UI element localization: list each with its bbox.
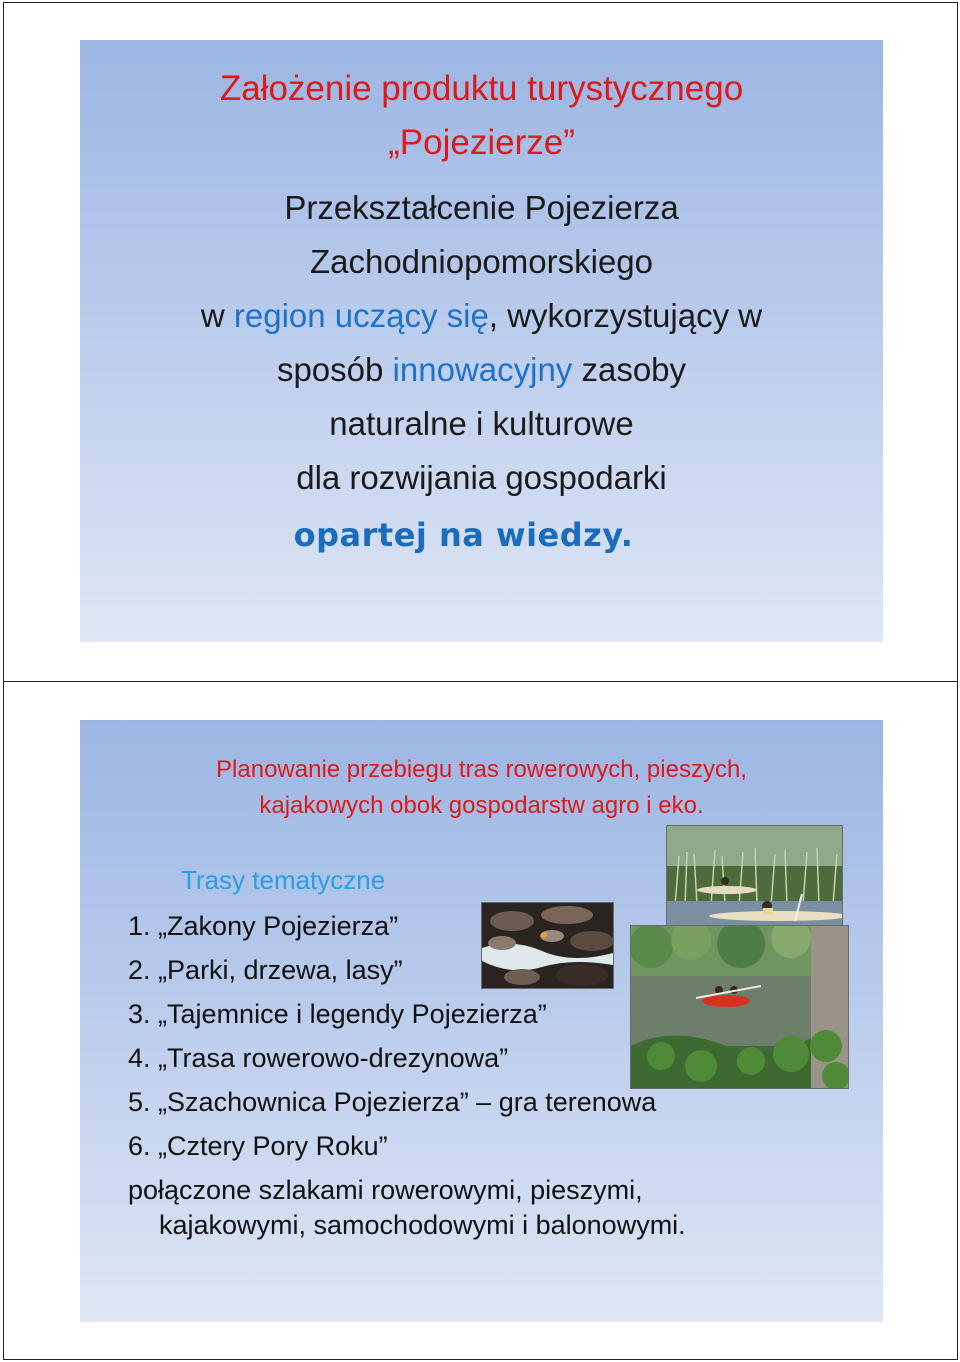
slide-2-intro-line-2: kajakowych obok gospodarstw agro i eko. bbox=[259, 792, 704, 819]
list-item-number: 6. bbox=[128, 1131, 151, 1161]
slide-1-title-line-2: „Pojezierze” bbox=[388, 123, 575, 162]
list-item-number: 2. bbox=[128, 955, 151, 985]
list-item-text: „Trasa rowerowo-drezynowa” bbox=[158, 1043, 509, 1073]
closing-line-2: kajakowymi, samochodowymi i balonowymi. bbox=[159, 1210, 686, 1240]
list-item bbox=[128, 955, 403, 986]
slide-1-line-3-prefix: w bbox=[200, 297, 234, 334]
list-item bbox=[128, 1043, 508, 1074]
list-item-text: „Cztery Pory Roku” bbox=[158, 1131, 388, 1161]
list-item bbox=[128, 911, 398, 942]
slide-1-line-3-suffix: , wykorzystujący w bbox=[488, 297, 763, 334]
slide-2 bbox=[80, 720, 883, 1322]
slide-1-title-line-1: Założenie produktu turystycznego bbox=[219, 69, 744, 108]
list-item-text: „Zakony Pojezierza” bbox=[158, 911, 399, 941]
photo-kayak-river bbox=[630, 925, 849, 1089]
slide-1-line-4 bbox=[80, 343, 883, 397]
slide-1 bbox=[80, 40, 883, 642]
list-item-text: „Tajemnice i legendy Pojezierza” bbox=[158, 999, 547, 1029]
photo-kayakers-reeds bbox=[666, 825, 843, 939]
slide-1-line-3 bbox=[80, 289, 883, 343]
list-item-number: 4. bbox=[128, 1043, 151, 1073]
list-item-text: „Szachownica Pojezierza” – gra terenowa bbox=[158, 1087, 657, 1117]
closing-line-1: połączone szlakami rowerowymi, pieszymi, bbox=[128, 1175, 643, 1205]
list-item-number: 3. bbox=[128, 999, 151, 1029]
list-item bbox=[128, 1087, 656, 1118]
list-item-text: „Parki, drzewa, lasy” bbox=[158, 955, 403, 985]
slide-1-line-5: naturalne i kulturowe bbox=[329, 405, 634, 442]
slide-1-line-2: Zachodniopomorskiego bbox=[309, 243, 654, 280]
slide-1-line-4-suffix: zasoby bbox=[572, 351, 687, 388]
photo-river-rapids bbox=[481, 902, 614, 989]
list-item-number: 1. bbox=[128, 911, 151, 941]
list-item bbox=[128, 1131, 388, 1162]
list-item-number: 5. bbox=[128, 1087, 151, 1117]
slide-1-line-4-prefix: sposób bbox=[276, 351, 393, 388]
slide-2-intro-line-1: Planowanie przebiegu tras rowerowych, pieszych, bbox=[216, 756, 747, 783]
slide-1-line-6: dla rozwijania gospodarki bbox=[296, 459, 667, 496]
slide-1-line-7: opartej na wiedzy. bbox=[293, 516, 634, 554]
slide-1-line-4-highlight: innowacyjny bbox=[392, 351, 573, 388]
slide-1-line-1: Przekształcenie Pojezierza bbox=[284, 189, 679, 226]
slide-2-subheading: Trasy tematyczne bbox=[181, 865, 386, 895]
slide-1-line-3-highlight: region uczący się bbox=[233, 297, 489, 334]
list-item bbox=[128, 999, 547, 1030]
